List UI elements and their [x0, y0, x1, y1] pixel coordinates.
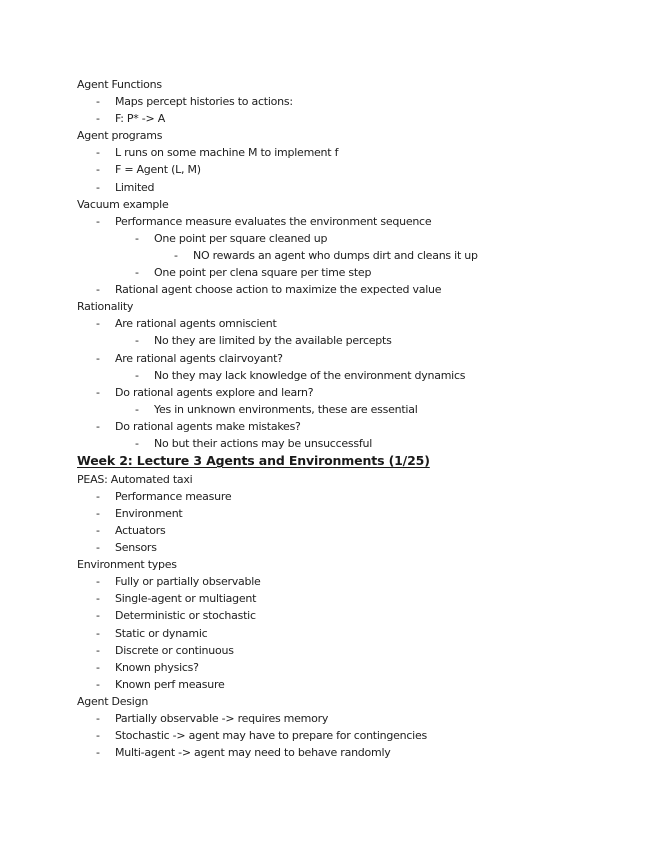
bullet-text: No but their actions may be unsuccessful [154, 436, 373, 450]
dash-bullet-icon: - [96, 746, 100, 760]
section-title-agent-functions: Agent Functions [77, 78, 162, 91]
section-title-agent-design: Agent Design [77, 694, 149, 708]
dash-bullet-icon: - [96, 729, 100, 743]
bullet-item [77, 384, 637, 401]
bullet-text: Are rational agents omniscient [115, 317, 277, 331]
dash-bullet-icon: - [96, 677, 100, 691]
bullet-item [77, 522, 637, 539]
bullet-item [77, 590, 637, 607]
bullet-item [77, 161, 637, 178]
bullet-text: Environment [115, 506, 183, 520]
dash-bullet-icon: - [96, 523, 100, 537]
bullet-item [77, 418, 637, 435]
bullet-text: L runs on some machine M to implement f [115, 146, 339, 160]
bullet-text: Do rational agents make mistakes? [115, 419, 301, 433]
bullet-text: Maps percept histories to actions: [115, 95, 293, 109]
bullet-text: Performance measure evaluates the environment sequence [115, 214, 432, 228]
bullet-item [77, 93, 637, 110]
bullet-text: Actuators [115, 523, 166, 537]
dash-bullet-icon: - [135, 231, 139, 245]
bullet-text: Do rational agents explore and learn? [115, 385, 314, 399]
section-title-peas-automated-taxi: PEAS: Automated taxi [77, 472, 193, 486]
bullet-text: F: P* -> A [115, 112, 166, 126]
bullet-text: Known physics? [115, 660, 199, 674]
bullet-item [77, 110, 637, 127]
document-page [77, 76, 637, 761]
dash-bullet-icon: - [96, 317, 100, 331]
week-heading: Week 2: Lecture 3 Agents and Environments (1/25) [77, 453, 430, 469]
bullet-text: Performance measure [115, 489, 232, 503]
bullet-item [77, 676, 637, 693]
dash-bullet-icon: - [96, 609, 100, 623]
dash-bullet-icon: - [96, 283, 100, 297]
bullet-item [77, 281, 637, 298]
dash-bullet-icon: - [135, 266, 139, 280]
bullet-item [77, 744, 637, 761]
section-title-environment-types: Environment types [77, 558, 177, 572]
bullet-item [77, 144, 637, 161]
dash-bullet-icon: - [96, 112, 100, 126]
bullet-item [77, 213, 637, 230]
dash-bullet-icon: - [135, 368, 139, 382]
bullet-text: No they are limited by the available percepts [154, 334, 392, 348]
dash-bullet-icon: - [135, 436, 139, 450]
bullet-text: Static or dynamic [115, 626, 208, 640]
dash-bullet-icon: - [96, 643, 100, 657]
section-title-vacuum-example: Vacuum example [77, 197, 169, 211]
bullet-item [77, 505, 637, 522]
bullet-item [77, 264, 637, 281]
section-title-agent-programs: Agent programs [77, 129, 163, 143]
bullet-text: Single-agent or multiagent [115, 592, 257, 606]
dash-bullet-icon: - [96, 146, 100, 160]
bullet-item [77, 607, 637, 624]
bullet-item [77, 350, 637, 367]
bullet-item [77, 401, 637, 418]
bullet-item [77, 573, 637, 590]
bullet-item [77, 315, 637, 332]
bullet-text: Sensors [115, 541, 157, 555]
bullet-item [77, 642, 637, 659]
bullet-text: Partially observable -> requires memory [115, 711, 329, 725]
bullet-item [77, 332, 637, 349]
dash-bullet-icon: - [96, 660, 100, 674]
bullet-item [77, 488, 637, 505]
bullet-item [77, 625, 637, 642]
bullet-text: Multi-agent -> agent may need to behave randomly [115, 746, 391, 760]
dash-bullet-icon: - [96, 385, 100, 399]
bullet-item [77, 659, 637, 676]
bullet-text: Discrete or continuous [115, 643, 234, 657]
section-title-rationality: Rationality [77, 300, 134, 314]
notes-block-agents [77, 76, 637, 452]
bullet-text: Yes in unknown environments, these are essential [154, 402, 418, 416]
bullet-text: One point per square cleaned up [154, 231, 328, 245]
bullet-text: NO rewards an agent who dumps dirt and cleans it up [193, 248, 478, 262]
dash-bullet-icon: - [96, 626, 100, 640]
bullet-text: F = Agent (L, M) [115, 163, 201, 177]
dash-bullet-icon: - [135, 402, 139, 416]
bullet-item [77, 179, 637, 196]
bullet-item [77, 435, 637, 452]
bullet-text: Limited [115, 180, 155, 194]
bullet-item [77, 230, 637, 247]
notes-block-environments [77, 471, 637, 762]
dash-bullet-icon: - [96, 163, 100, 177]
bullet-text: Rational agent choose action to maximize the expected value [115, 283, 442, 297]
dash-bullet-icon: - [96, 711, 100, 725]
dash-bullet-icon: - [96, 180, 100, 194]
dash-bullet-icon: - [174, 248, 178, 262]
dash-bullet-icon: - [135, 334, 139, 348]
bullet-item [77, 539, 637, 556]
bullet-text: Are rational agents clairvoyant? [115, 351, 283, 365]
dash-bullet-icon: - [96, 351, 100, 365]
bullet-item [77, 727, 637, 744]
bullet-text: Known perf measure [115, 677, 225, 691]
bullet-text: One point per clena square per time step [154, 266, 372, 280]
dash-bullet-icon: - [96, 575, 100, 589]
dash-bullet-icon: - [96, 95, 100, 109]
bullet-item [77, 710, 637, 727]
bullet-text: No they may lack knowledge of the environment dynamics [154, 368, 466, 382]
bullet-text: Stochastic -> agent may have to prepare for contingencies [115, 729, 427, 743]
dash-bullet-icon: - [96, 592, 100, 606]
dash-bullet-icon: - [96, 419, 100, 433]
dash-bullet-icon: - [96, 489, 100, 503]
bullet-text: Deterministic or stochastic [115, 609, 256, 623]
dash-bullet-icon: - [96, 214, 100, 228]
dash-bullet-icon: - [96, 506, 100, 520]
bullet-item [77, 367, 637, 384]
bullet-text: Fully or partially observable [115, 575, 261, 589]
dash-bullet-icon: - [96, 541, 100, 555]
bullet-item [77, 247, 637, 264]
